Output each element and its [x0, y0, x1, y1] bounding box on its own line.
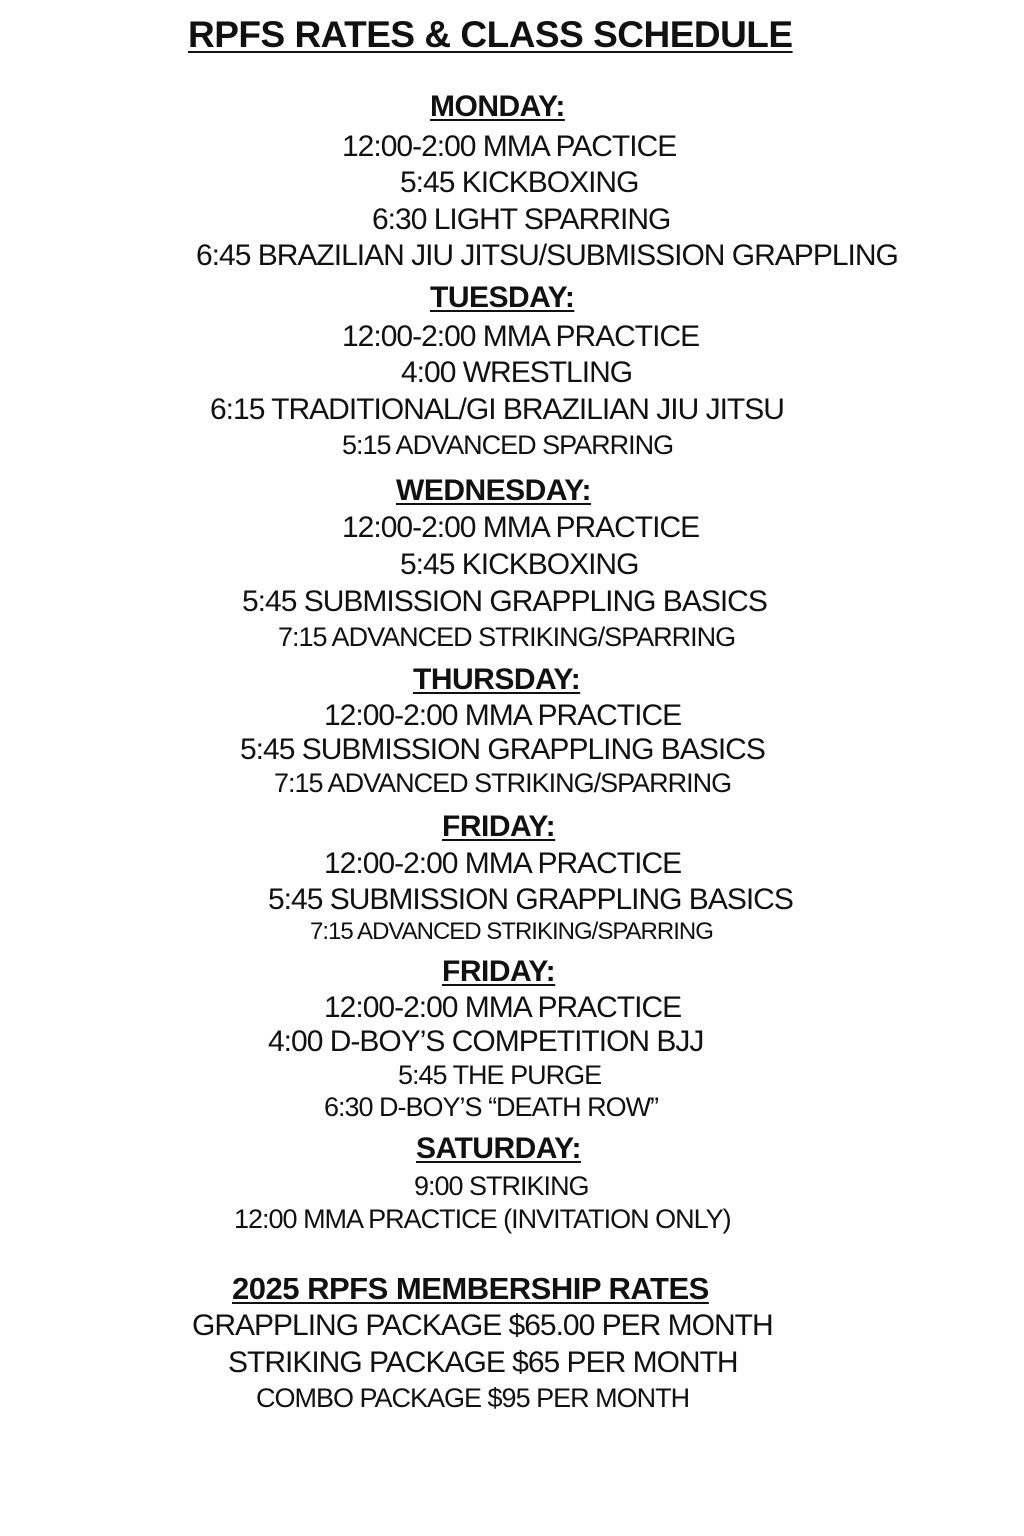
- day-heading-tuesday: TUESDAY:: [430, 281, 575, 314]
- class-item: 4:00 D-BOY’S COMPETITION BJJ: [268, 1025, 704, 1058]
- class-item: 6:15 TRADITIONAL/GI BRAZILIAN JIU JITSU: [210, 393, 784, 426]
- class-item: 6:45 BRAZILIAN JIU JITSU/SUBMISSION GRAPPLING: [196, 239, 898, 272]
- class-item: 12:00 MMA PRACTICE (INVITATION ONLY): [234, 1204, 731, 1234]
- class-item: 12:00-2:00 MMA PRACTICE: [324, 991, 682, 1024]
- class-item: 5:45 SUBMISSION GRAPPLING BASICS: [240, 733, 765, 766]
- class-item: 7:15 ADVANCED STRIKING/SPARRING: [310, 918, 713, 945]
- class-item: 12:00-2:00 MMA PACTICE: [342, 130, 677, 163]
- day-heading-wednesday: WEDNESDAY:: [396, 474, 592, 507]
- day-heading-friday-2: FRIDAY:: [442, 955, 556, 988]
- day-heading-thursday: THURSDAY:: [413, 663, 581, 696]
- day-heading-saturday: SATURDAY:: [416, 1132, 581, 1165]
- class-item: 7:15 ADVANCED STRIKING/SPARRING: [278, 622, 736, 652]
- rate-item: GRAPPLING PACKAGE $65.00 PER MONTH: [192, 1309, 773, 1342]
- class-item: 5:45 SUBMISSION GRAPPLING BASICS: [268, 883, 793, 916]
- class-item: 5:15 ADVANCED SPARRING: [342, 430, 674, 460]
- class-item: 5:45 KICKBOXING: [400, 548, 639, 581]
- rates-heading: 2025 RPFS MEMBERSHIP RATES: [232, 1271, 709, 1306]
- day-heading-monday: MONDAY:: [430, 90, 565, 123]
- class-item: 4:00 WRESTLING: [401, 356, 633, 389]
- rate-item: STRIKING PACKAGE $65 PER MONTH: [228, 1346, 738, 1379]
- class-item: 9:00 STRIKING: [414, 1171, 589, 1201]
- class-item: 12:00-2:00 MMA PRACTICE: [324, 847, 682, 880]
- class-item: 12:00-2:00 MMA PRACTICE: [342, 511, 700, 544]
- class-item: 5:45 KICKBOXING: [400, 166, 639, 199]
- class-item: 7:15 ADVANCED STRIKING/SPARRING: [274, 768, 732, 798]
- rate-item: COMBO PACKAGE $95 PER MONTH: [256, 1383, 690, 1413]
- class-item: 5:45 THE PURGE: [398, 1060, 602, 1090]
- class-item: 6:30 D-BOY’S “DEATH ROW”: [324, 1092, 659, 1122]
- class-item: 6:30 LIGHT SPARRING: [372, 203, 671, 236]
- class-item: 5:45 SUBMISSION GRAPPLING BASICS: [242, 585, 767, 618]
- class-item: 12:00-2:00 MMA PRACTICE: [342, 320, 700, 353]
- day-heading-friday: FRIDAY:: [442, 810, 556, 843]
- page-title: RPFS RATES & CLASS SCHEDULE: [188, 14, 793, 55]
- class-item: 12:00-2:00 MMA PRACTICE: [324, 699, 682, 732]
